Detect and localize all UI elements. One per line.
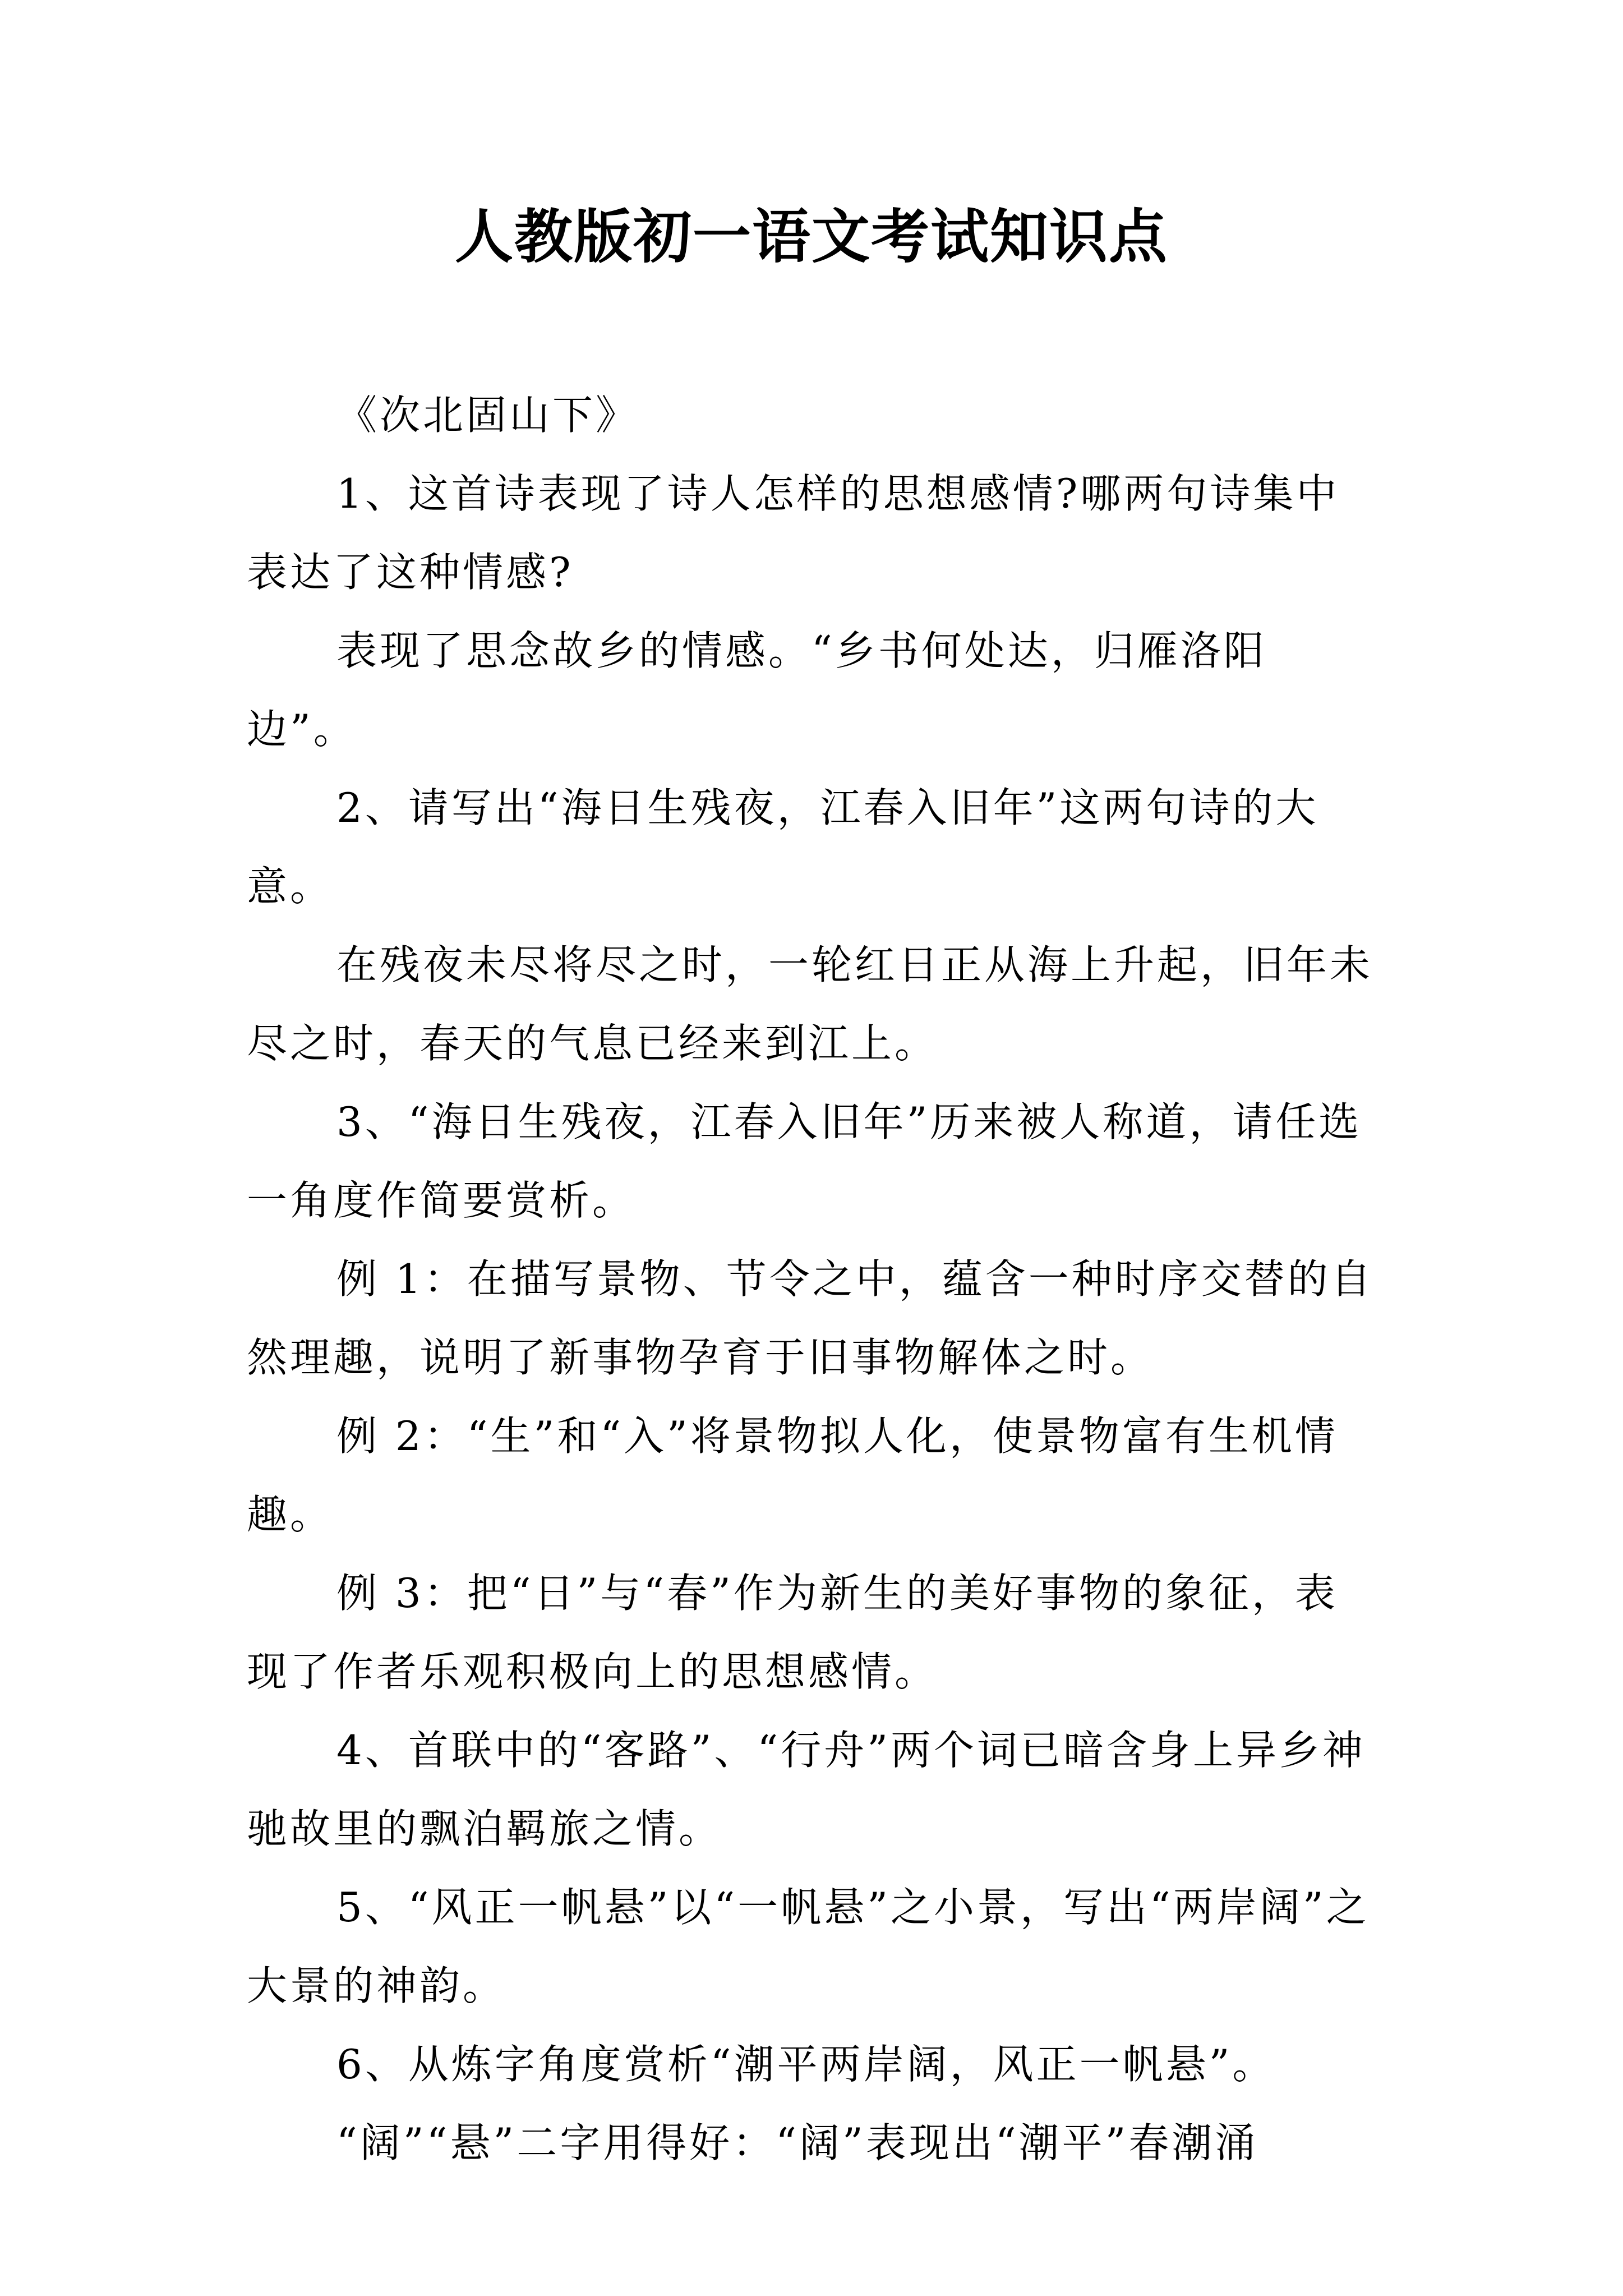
document-body — [247, 376, 1374, 2182]
example-1-paragraph: 例 1：在描写景物、节令之中，蕴含一种时序交替的自然理趣，说明了新事物孕育于旧事物解体之时。 — [247, 1255, 1374, 1381]
point-5-paragraph: 5、“风正一帆悬”以“一帆悬”之小景，写出“两岸阔”之大景的神韵。 — [247, 1884, 1370, 2009]
question-6-paragraph: 6、从炼字角度赏析“潮平两岸阔，风正一帆悬”。 — [336, 2041, 1276, 2088]
answer-6-paragraph: “阔”“悬”二字用得好：“阔”表现出“潮平”春潮涌 — [336, 2119, 1258, 2166]
question-1-paragraph: 1、这首诗表现了诗人怎样的思想感情?哪两句诗集中表达了这种情感? — [247, 470, 1340, 596]
answer-2-paragraph: 在残夜未尽将尽之时，一轮红日正从海上升起，旧年未尽之时，春天的气息已经来到江上。 — [247, 941, 1373, 1067]
question-3-paragraph: 3、“海日生残夜，江春入旧年”历来被人称道，请任选一角度作简要赏析。 — [247, 1098, 1362, 1224]
question-2-paragraph: 2、请写出“海日生残夜，江春入旧年”这两句诗的大意。 — [247, 784, 1319, 910]
document-title: 人教版初一语文考试知识点 — [454, 202, 1168, 271]
poem-title-paragraph: 《次北固山下》 — [336, 392, 639, 439]
answer-1-paragraph: 表现了思念故乡的情感。“乡书何处达，归雁洛阳边”。 — [247, 627, 1267, 753]
example-3-paragraph: 例 3：把“日”与“春”作为新生的美好事物的象征，表现了作者乐观积极向上的思想感情。 — [247, 1570, 1338, 1695]
point-4-paragraph: 4、首联中的“客路”、“行舟”两个词已暗含身上异乡神驰故里的飘泊羁旅之情。 — [247, 1727, 1366, 1852]
example-2-paragraph: 例 2：“生”和“入”将景物拟人化，使景物富有生机情趣。 — [247, 1412, 1338, 1538]
